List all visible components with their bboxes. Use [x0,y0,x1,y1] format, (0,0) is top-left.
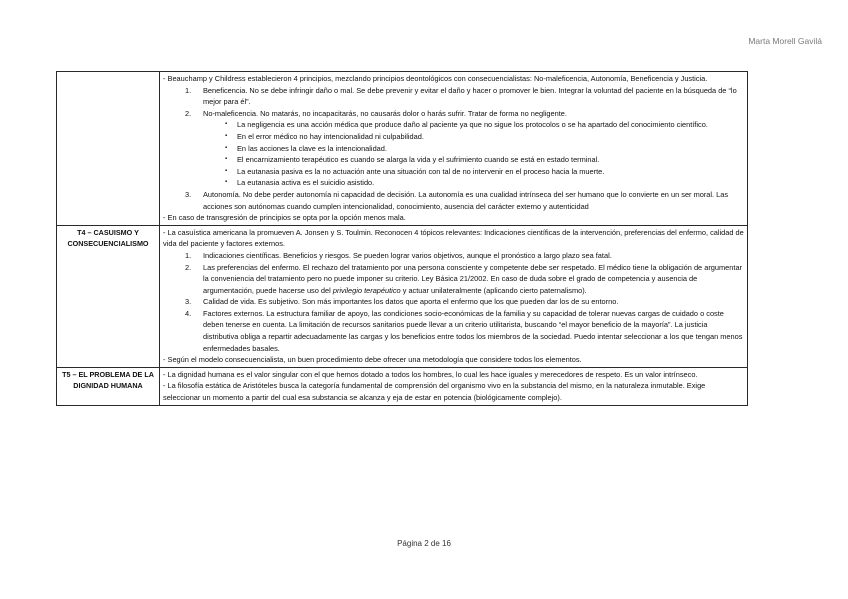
list-item: ▪ La negligencia es una acción médica que produce daño al paciente ya que no sigue los protocolos o se ha apartado del conocimiento científico. [225,120,708,130]
list-item: 3. Autonomía. No debe perder autonomía ni capacidad de decisión. La autonomía es una cualidad intrínseca del ser humano que lo convierte en un ser moral. Las acciones son autónomas cuando cumplen intencionalidad, conocimiento, ausencia del carácter externo y autenticidad [185,189,729,211]
bullet-icon: ▪ [225,132,228,139]
paragraph: - La dignidad humana es el valor singular con el que hemos dotado a todos los hombres, lo cual les hace iguales y merecedores de respeto. Es un valor intrínseco. [163,369,698,379]
row-content [160,367,748,405]
content-table [56,71,748,406]
list-item: 2. No-maleficencia. No matarás, no incapacitarás, no causarás dolor o harás sufrir. Tratar de forma no negligente. [185,108,567,118]
page-number: Página 2 de 16 [397,539,451,548]
numbered-list [163,250,744,354]
paragraph: - En caso de transgresión de principios se opta por la opción menos mala. [163,213,406,223]
list-item: ▪ La eutanasia activa es el suicidio asistido. [225,178,375,188]
table-row [57,367,748,405]
bullet-icon: ▪ [225,179,228,186]
row-label: T4 – CASUISMO Y CONSECUENCIALISMO [57,225,160,367]
paragraph: - La casuística americana la promueven A. Jonsen y S. Toulmin. Reconocen 4 tópicos relevantes: Indicaciones científicas de la intervención, preferencias del enfermo, calidad de vida del paciente y factores externos. [163,227,744,249]
paragraph: - Según el modelo consecuencialista, un buen procedimiento debe ofrecer una metodología que considere todos los elementos. [163,355,582,365]
list-item: ▪ En las acciones la clave es la intencionalidad. [225,143,387,153]
bullet-icon: ▪ [225,167,228,174]
numbered-list [163,189,744,212]
list-item: 2. Las preferencias del enfermo. El rechazo del tratamiento por una persona consciente y competente debe ser respetado. El médico tiene la obligación de argumentar la conveniencia del tratamiento pero no puede imponer su criterio. Ley Básica 21/2002. En caso de duda sobre el grado de competencia y ausencia de argumentación, puede hacerse uso del privilegio terapéutico y actuar unilateralmente (aplicando cierto paternalismo). [185,262,743,295]
bullet-list [163,119,744,189]
row-label [57,72,160,226]
author-name: Marta Morell Gavilá [748,36,822,46]
list-item: ▪ En el error médico no hay intencionalidad ni culpabilidad. [225,131,424,141]
list-item: ▪ El encarnizamiento terapéutico es cuando se alarga la vida y el sufrimiento cuando se está en estado terminal. [225,155,600,165]
table-row [57,72,748,226]
paragraph: - La filosofía estática de Aristóteles busca la categoría fundamental de comprensión del organismo vivo en la substancia del mismo, en la naturaleza inmutable. Exige seleccionar un momento a partir del cual esa substancia se alcanza y eja de estar en potencia (biológicamente complejo). [163,381,706,403]
list-item: 4. Factores externos. La estructura familiar de apoyo, las condiciones socio-económicas de la familia y su capacidad de tolerar nuevas cargas de cuidado o coste deben tenerse en cuenta. La limitación de recursos sanitarios puede llevar a un criterio utilitarista, buscando “el mayor beneficio de la mayoría”. La justicia distributiva obliga a repartir adecuadamente las cargas y los beneficios entre todos los miembros de la sociedad. Puedo intentar seleccionar a los que tengan menos enfermedades basales. [185,308,743,353]
bullet-icon: ▪ [225,144,228,151]
list-item: 3. Calidad de vida. Es subjetivo. Son más importantes los datos que aporta el enfermo que los que pueden dar los de su entorno. [185,297,619,307]
row-label: T5 – EL PROBLEMA DE LA DIGNIDAD HUMANA [57,367,160,405]
list-item: 1. Beneficencia. No se debe infringir daño o mal. Se debe prevenir y evitar el daño y hacer o promover le bien. Integrar la voluntad del paciente en la búsqueda de “lo mejor para él”. [185,85,737,107]
row-content [160,72,748,226]
bullet-icon: ▪ [225,121,228,128]
table-row [57,225,748,367]
list-item: ▪ La eutanasia pasiva es la no actuación ante una situación con tal de no intervenir en el proceso hacia la muerte. [225,166,605,176]
row-content [160,225,748,367]
list-item: 1. Indicaciones científicas. Beneficios y riesgos. Se pueden lograr varios objetivos, aunque el pronóstico a largo plazo sea fatal. [185,250,612,260]
numbered-list [163,85,744,120]
paragraph: - Beauchamp y Childress establecieron 4 principios, mezclando principios deontológicos con consecuencialistas: No-maleficencia, Autonomía, Beneficencia y Justicia. [163,74,708,83]
bullet-icon: ▪ [225,156,228,163]
